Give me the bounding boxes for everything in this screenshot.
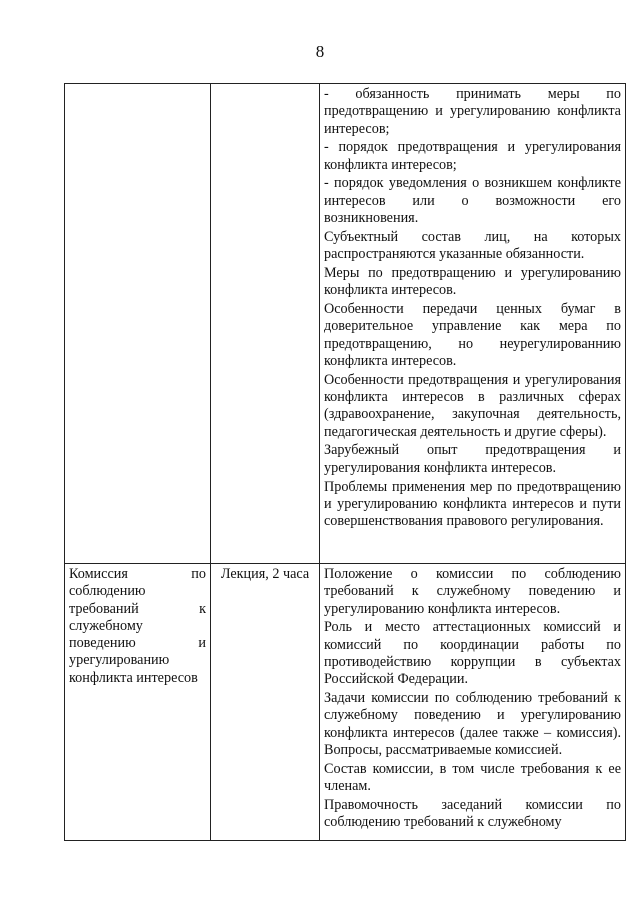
content-paragraph: Особенности передачи ценных бумаг в доверительное управление как мера по предотвращению, но неурегулированнию конфликта интересов. [324, 301, 621, 369]
table-row [65, 84, 626, 564]
content-paragraph: Состав комиссии, в том числе требования к ее членам. [324, 760, 621, 795]
content-paragraph: Роль и место аттестационных комиссий и комиссий по координации работы по противодействию коррупции в субъектах Российской Федерации. [324, 619, 621, 688]
content-paragraph: - порядок уведомления о возникшем конфликте интересов или о возможности его возникновения. [324, 175, 621, 227]
page-number: 8 [315, 42, 325, 61]
curriculum-table [64, 83, 626, 841]
topic-cell: Комиссия по соблюдению требований к служебному поведению и урегулированию конфликта интересов [65, 564, 211, 841]
content-paragraph: Меры по предотвращению и урегулированию конфликта интересов. [324, 264, 621, 299]
content-paragraph: Положение о комиссии по соблюдению требований к служебному поведению и урегулированию конфликта интересов. [324, 566, 621, 617]
content-paragraph: Задачи комиссии по соблюдению требований к служебному поведению и урегулированию конфликта интересов (далее также – комиссия). Вопросы, рассматриваемые комиссией. [324, 690, 621, 758]
content-cell [320, 564, 626, 841]
content-paragraph: - обязанность принимать меры по предотвращению и урегулированию конфликта интересов; [324, 86, 621, 137]
content-cell [320, 84, 626, 564]
content-paragraph: Особенности предотвращения и урегулирования конфликта интересов в различных сферах (здравоохранение, закупочная деятельность, педагогическая деятельность и другие сферы). [324, 371, 621, 440]
content-paragraph: Зарубежный опыт предотвращения и урегулирования конфликта интересов. [324, 442, 621, 476]
content-paragraph: Правомочность заседаний комиссии по соблюдению требований к служебному [324, 796, 621, 831]
format-cell [211, 84, 320, 564]
format-cell: Лекция, 2 часа [211, 564, 320, 841]
content-paragraph: Субъектный состав лиц, на которых распространяются указанные обязанности. [324, 228, 621, 263]
content-paragraph: - порядок предотвращения и урегулирования конфликта интересов; [324, 139, 621, 173]
content-paragraph: Проблемы применения мер по предотвращению и урегулированию конфликта интересов и пути совершенствования правового регулирования. [324, 478, 621, 530]
topic-cell [65, 84, 211, 564]
table-row [65, 564, 626, 841]
